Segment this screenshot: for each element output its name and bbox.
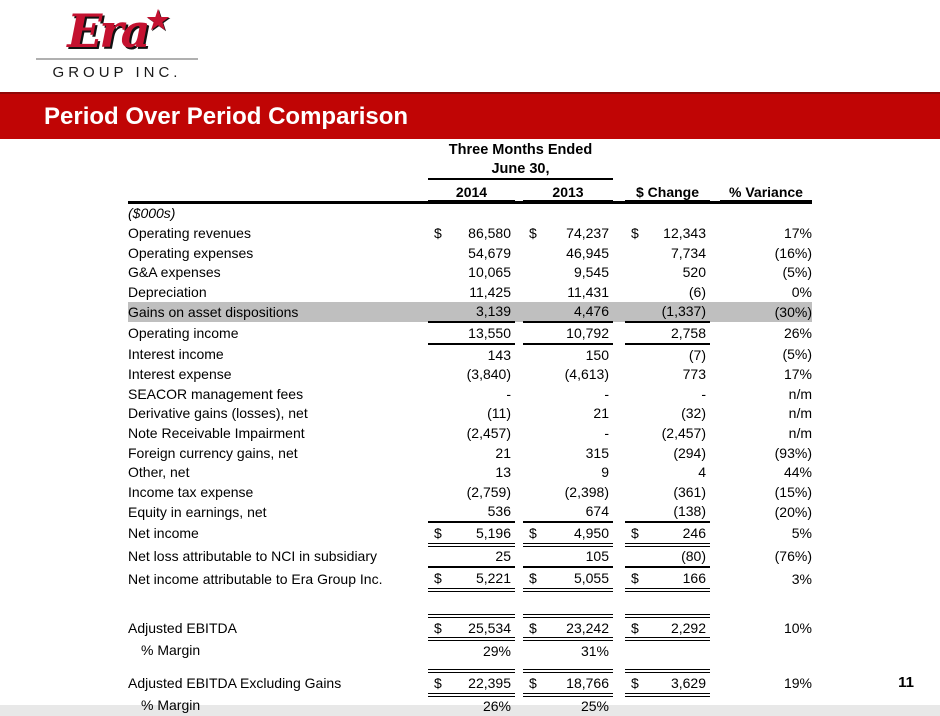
cell-2013 xyxy=(523,302,613,323)
cell-percent-variance xyxy=(720,639,812,661)
dollar-sign: $ xyxy=(631,570,639,587)
cell-2014 xyxy=(428,671,515,695)
cell-2013 xyxy=(523,639,613,661)
cell-value: 21 xyxy=(495,444,511,461)
cell-value: 31% xyxy=(580,643,609,660)
cell-2013 xyxy=(523,322,613,344)
cell-dollar-change xyxy=(625,322,710,344)
row-label: Adjusted EBITDA Excluding Gains xyxy=(128,674,342,691)
dollar-sign: $ xyxy=(529,619,537,636)
cell-2014 xyxy=(428,695,515,716)
comparison-table xyxy=(128,180,812,716)
cell-2013 xyxy=(523,616,613,640)
row-label: Adjusted EBITDA xyxy=(128,619,237,636)
cell-value: 4 xyxy=(698,464,706,481)
table-row xyxy=(128,384,812,404)
cell-value: 150 xyxy=(585,346,609,363)
table-body xyxy=(128,201,812,716)
cell-2013 xyxy=(523,204,613,224)
cell-dollar-change xyxy=(625,502,710,523)
cell-value: 54,679 xyxy=(468,244,511,261)
star-icon: ★ xyxy=(146,6,167,36)
dollar-sign: $ xyxy=(434,524,442,541)
cell-value: 3,629 xyxy=(670,674,706,691)
cell-value: (6) xyxy=(688,283,706,300)
row-label: Note Receivable Impairment xyxy=(128,424,305,441)
cell-2013 xyxy=(523,522,613,545)
cell-dollar-change xyxy=(625,462,710,482)
page-title: Period Over Period Comparison xyxy=(44,103,409,130)
cell-value: (32) xyxy=(681,405,706,422)
cell-2013 xyxy=(523,384,613,404)
column-header-percent-variance: % Variance xyxy=(720,180,812,201)
cell-value: 2,758 xyxy=(670,324,706,341)
dollar-sign: $ xyxy=(434,674,442,691)
cell-value: (80) xyxy=(681,548,706,565)
table-span-header-line2: June 30, xyxy=(428,161,613,180)
cell-dollar-change xyxy=(625,482,710,502)
cell-dollar-change xyxy=(625,364,710,384)
table-row xyxy=(128,695,812,716)
cell-value: 23,242 xyxy=(566,619,609,636)
cell-2014 xyxy=(428,423,515,443)
row-label: Gains on asset dispositions xyxy=(128,302,428,323)
cell-2013 xyxy=(523,482,613,502)
cell-value: 46,945 xyxy=(566,244,609,261)
cell-2013 xyxy=(523,404,613,424)
cell-value: 536 xyxy=(487,503,511,520)
cell-value: 4,950 xyxy=(573,524,609,541)
cell-2014 xyxy=(428,344,515,365)
table-row xyxy=(128,243,812,263)
cell-value: (1,337) xyxy=(661,303,706,320)
table-row xyxy=(128,404,812,424)
cell-2013 xyxy=(523,262,613,282)
cell-2013 xyxy=(523,545,613,568)
cell-percent-variance: 0% xyxy=(791,283,812,300)
cell-value: 25,534 xyxy=(468,619,511,636)
cell-value: (7) xyxy=(688,346,706,363)
cell-value: 246 xyxy=(682,524,706,541)
cell-value: 5,055 xyxy=(573,570,609,587)
cell-dollar-change xyxy=(625,423,710,443)
cell-value: 21 xyxy=(593,405,609,422)
cell-2014 xyxy=(428,482,515,502)
cell-value: - xyxy=(701,385,706,402)
cell-2013 xyxy=(523,423,613,443)
cell-value: 10,065 xyxy=(468,264,511,281)
cell-value: 74,237 xyxy=(566,224,609,241)
cell-dollar-change xyxy=(625,443,710,463)
cell-2014 xyxy=(428,322,515,344)
table-span-header-line1: Three Months Ended xyxy=(448,142,593,158)
cell-2013 xyxy=(523,502,613,523)
cell-2014 xyxy=(428,262,515,282)
table-row xyxy=(128,204,812,224)
row-label: Interest expense xyxy=(128,366,232,383)
cell-value: 5,196 xyxy=(475,524,511,541)
row-label: G&A expenses xyxy=(128,264,221,281)
cell-value: 11,431 xyxy=(567,283,609,300)
cell-value: 166 xyxy=(682,570,706,587)
column-header-dollar-change: $ Change xyxy=(625,180,710,201)
cell-percent-variance: 17% xyxy=(783,224,812,241)
row-label: Foreign currency gains, net xyxy=(128,444,298,461)
cell-percent-variance: 17% xyxy=(783,366,812,383)
cell-value: 315 xyxy=(585,444,609,461)
cell-value: 143 xyxy=(487,346,511,363)
cell-value: 18,766 xyxy=(566,674,609,691)
logo-era-word: Era xyxy=(67,4,148,58)
row-label: Depreciation xyxy=(128,283,207,300)
cell-dollar-change xyxy=(625,522,710,545)
table-row xyxy=(128,616,812,640)
era-group-logo xyxy=(28,5,206,81)
cell-value: 25 xyxy=(495,548,511,565)
table-row xyxy=(128,443,812,463)
cell-value: (2,457) xyxy=(466,424,511,441)
dollar-sign: $ xyxy=(631,674,639,691)
column-header-2014: 2014 xyxy=(428,180,515,201)
cell-2014 xyxy=(428,282,515,302)
dollar-sign: $ xyxy=(434,224,442,241)
cell-value: (361) xyxy=(673,483,706,500)
cell-dollar-change xyxy=(625,695,710,716)
cell-2013 xyxy=(523,223,613,243)
cell-value: 5,221 xyxy=(475,570,511,587)
cell-dollar-change xyxy=(625,404,710,424)
cell-2014 xyxy=(428,223,515,243)
cell-percent-variance: (20%) xyxy=(774,503,812,520)
cell-dollar-change xyxy=(625,223,710,243)
cell-value: 520 xyxy=(682,264,706,281)
cell-dollar-change xyxy=(625,302,710,323)
cell-value: 674 xyxy=(585,503,609,520)
cell-2014 xyxy=(428,522,515,545)
cell-2013 xyxy=(523,567,613,590)
cell-2013 xyxy=(523,282,613,302)
cell-percent-variance xyxy=(720,695,812,716)
cell-value: 4,476 xyxy=(573,303,609,320)
row-label: Net income xyxy=(128,525,199,542)
table-row xyxy=(128,482,812,502)
cell-value: 25% xyxy=(580,698,609,715)
row-label: % Margin xyxy=(141,642,201,659)
cell-value: (11) xyxy=(487,405,511,422)
row-label: Operating expenses xyxy=(128,244,254,261)
cell-value: 13,550 xyxy=(468,324,511,341)
row-label: SEACOR management fees xyxy=(128,385,304,402)
cell-value: - xyxy=(604,424,609,441)
cell-value: 773 xyxy=(682,366,706,383)
cell-percent-variance: (5%) xyxy=(782,264,812,281)
row-label: Net loss attributable to NCI in subsidiary xyxy=(128,547,377,564)
table-row xyxy=(128,502,812,523)
dollar-sign: $ xyxy=(631,619,639,636)
cell-dollar-change xyxy=(625,639,710,661)
cell-2014 xyxy=(428,616,515,640)
cell-percent-variance: 26% xyxy=(783,324,812,341)
cell-percent-variance: (93%) xyxy=(774,444,812,461)
cell-value: (294) xyxy=(673,444,706,461)
dollar-sign: $ xyxy=(529,674,537,691)
cell-value: 3,139 xyxy=(475,303,511,320)
table-row xyxy=(128,639,812,661)
cell-value: 29% xyxy=(482,643,511,660)
cell-dollar-change xyxy=(625,344,710,365)
cell-percent-variance: 5% xyxy=(791,525,812,542)
table-row xyxy=(128,223,812,243)
logo-subtitle: GROUP INC. xyxy=(52,64,182,81)
table-row xyxy=(128,545,812,568)
table-row xyxy=(128,661,812,671)
cell-dollar-change xyxy=(625,545,710,568)
cell-value: 2,292 xyxy=(670,619,706,636)
cell-value: - xyxy=(604,385,609,402)
cell-2014 xyxy=(428,567,515,590)
table-row xyxy=(128,462,812,482)
row-label: % Margin xyxy=(141,697,201,714)
cell-2013 xyxy=(523,364,613,384)
row-label: Operating income xyxy=(128,324,239,341)
dollar-sign: $ xyxy=(631,524,639,541)
cell-dollar-change xyxy=(625,567,710,590)
cell-percent-variance: (16%) xyxy=(774,244,812,261)
cell-2014 xyxy=(428,639,515,661)
cell-percent-variance: 19% xyxy=(783,674,812,691)
cell-value: 13 xyxy=(495,464,511,481)
cell-dollar-change xyxy=(625,262,710,282)
cell-percent-variance: n/m xyxy=(788,405,812,422)
table-row xyxy=(128,322,812,344)
cell-dollar-change xyxy=(625,616,710,640)
cell-dollar-change xyxy=(625,204,710,224)
table-row xyxy=(128,262,812,282)
cell-value: 9,545 xyxy=(573,264,609,281)
cell-2014 xyxy=(428,443,515,463)
column-header-row xyxy=(128,180,812,201)
cell-value: (3,840) xyxy=(466,366,511,383)
table-row xyxy=(128,423,812,443)
cell-value: - xyxy=(506,385,511,402)
table-row xyxy=(128,567,812,590)
cell-value: (2,759) xyxy=(466,483,511,500)
cell-percent-variance: 3% xyxy=(791,570,812,587)
cell-2014 xyxy=(428,204,515,224)
cell-percent-variance: (5%) xyxy=(782,346,812,363)
row-label: Income tax expense xyxy=(128,483,254,500)
row-label: Derivative gains (losses), net xyxy=(128,405,308,422)
cell-value: (2,457) xyxy=(661,424,706,441)
dollar-sign: $ xyxy=(434,570,442,587)
cell-2014 xyxy=(428,364,515,384)
cell-2014 xyxy=(428,384,515,404)
cell-2013 xyxy=(523,695,613,716)
cell-2014 xyxy=(428,462,515,482)
column-header-2013: 2013 xyxy=(523,180,613,201)
table-row xyxy=(128,522,812,545)
cell-2014 xyxy=(428,404,515,424)
row-label: ($000s) xyxy=(128,205,176,222)
row-label: Interest income xyxy=(128,346,224,363)
cell-percent-variance: 44% xyxy=(783,464,812,481)
cell-value: (138) xyxy=(673,503,706,520)
cell-value: 12,343 xyxy=(663,224,706,241)
cell-2013 xyxy=(523,443,613,463)
cell-2014 xyxy=(428,302,515,323)
cell-percent-variance xyxy=(720,204,812,224)
cell-value: 11,425 xyxy=(469,283,511,300)
table-row xyxy=(128,344,812,365)
dollar-sign: $ xyxy=(529,524,537,541)
cell-value: 26% xyxy=(482,698,511,715)
cell-value: 86,580 xyxy=(468,224,511,241)
cell-2013 xyxy=(523,243,613,263)
row-label: Equity in earnings, net xyxy=(128,503,267,520)
table-row xyxy=(128,282,812,302)
dollar-sign: $ xyxy=(434,619,442,636)
cell-value: 7,734 xyxy=(670,244,706,261)
cell-percent-variance: (15%) xyxy=(774,483,812,500)
cell-2013 xyxy=(523,462,613,482)
cell-value: 22,395 xyxy=(468,674,511,691)
dollar-sign: $ xyxy=(529,224,537,241)
row-label: Operating revenues xyxy=(128,224,251,241)
cell-2014 xyxy=(428,545,515,568)
cell-2013 xyxy=(523,671,613,695)
cell-dollar-change xyxy=(625,384,710,404)
table-row xyxy=(128,364,812,384)
cell-dollar-change xyxy=(625,282,710,302)
table-row xyxy=(128,671,812,695)
row-label: Other, net xyxy=(128,464,190,481)
dollar-sign: $ xyxy=(631,224,639,241)
logo-brand-text xyxy=(28,5,206,57)
page-number: 11 xyxy=(898,674,914,691)
cell-value: 105 xyxy=(585,548,609,565)
cell-percent-variance: (30%) xyxy=(720,302,812,323)
cell-dollar-change xyxy=(625,671,710,695)
cell-value: (4,613) xyxy=(564,366,609,383)
cell-value: (2,398) xyxy=(564,483,609,500)
cell-value: 9 xyxy=(601,464,609,481)
table-row xyxy=(128,302,812,323)
row-label: Net income attributable to Era Group Inc. xyxy=(128,570,383,587)
cell-2014 xyxy=(428,502,515,523)
cell-2013 xyxy=(523,344,613,365)
cell-2014 xyxy=(428,243,515,263)
dollar-sign: $ xyxy=(529,570,537,587)
cell-dollar-change xyxy=(625,243,710,263)
cell-percent-variance: n/m xyxy=(788,385,812,402)
cell-value: 10,792 xyxy=(566,324,609,341)
cell-percent-variance: n/m xyxy=(788,424,812,441)
title-bar xyxy=(0,92,940,139)
cell-percent-variance: (76%) xyxy=(774,547,812,564)
cell-percent-variance: 10% xyxy=(783,619,812,636)
table-row xyxy=(128,590,812,616)
